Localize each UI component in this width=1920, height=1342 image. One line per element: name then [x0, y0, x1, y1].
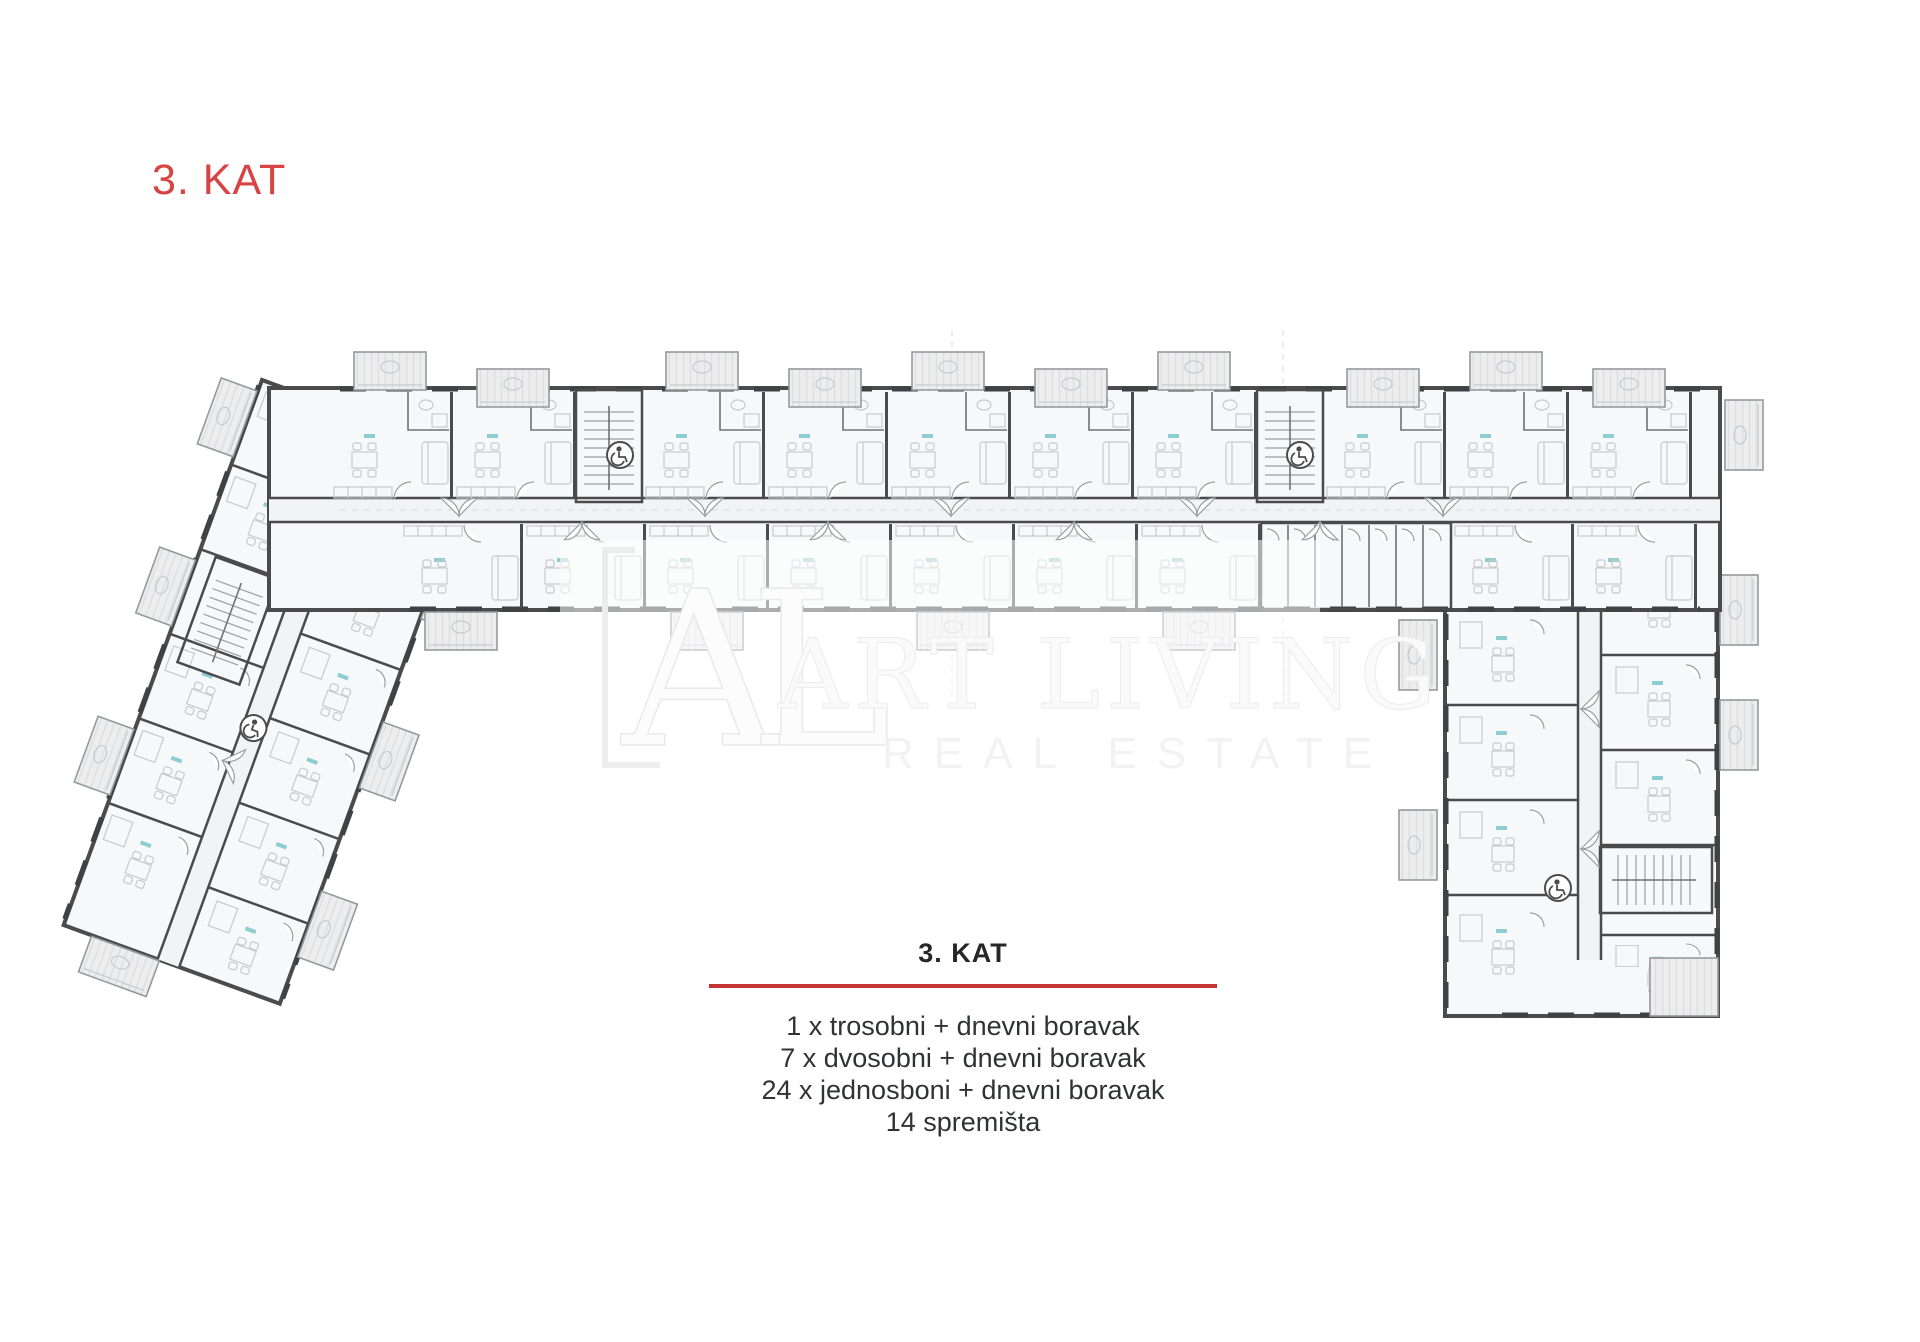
balcony	[1399, 810, 1437, 880]
balcony	[1725, 400, 1763, 470]
wheelchair-icon	[607, 442, 633, 468]
summary-heading: 3. KAT	[918, 938, 1008, 968]
red-divider	[709, 984, 1217, 988]
balcony	[666, 352, 738, 390]
balcony	[1720, 700, 1758, 770]
wheelchair-icon	[1545, 875, 1571, 901]
balcony	[912, 352, 984, 390]
terrace	[1650, 958, 1718, 1016]
balcony	[1720, 575, 1758, 645]
floor-summary	[709, 938, 1217, 1138]
watermark-line1: ART LIVING	[778, 619, 1443, 731]
right-wing	[1399, 553, 1758, 1016]
summary-item: 14 spremišta	[885, 1107, 1041, 1137]
summary-item: 7 x dvosobni + dnevni boravak	[780, 1043, 1146, 1073]
balcony	[1347, 369, 1419, 407]
watermark-line2: REAL ESTATE	[882, 729, 1393, 778]
right-wing-corridor	[1578, 610, 1601, 960]
wheelchair-icon	[1287, 442, 1313, 468]
watermark-monogram: AL	[622, 545, 865, 796]
page-title: 3. KAT	[152, 156, 287, 204]
balcony	[789, 369, 861, 407]
balcony	[425, 612, 497, 650]
balcony	[1593, 369, 1665, 407]
summary-item: 1 x trosobni + dnevni boravak	[786, 1011, 1140, 1041]
balcony	[477, 369, 549, 407]
balcony	[1158, 352, 1230, 390]
balcony	[354, 352, 426, 390]
balcony	[1470, 352, 1542, 390]
balcony	[1035, 369, 1107, 407]
summary-item: 24 x jednosboni + dnevni boravak	[761, 1075, 1165, 1105]
watermark	[560, 540, 1442, 820]
